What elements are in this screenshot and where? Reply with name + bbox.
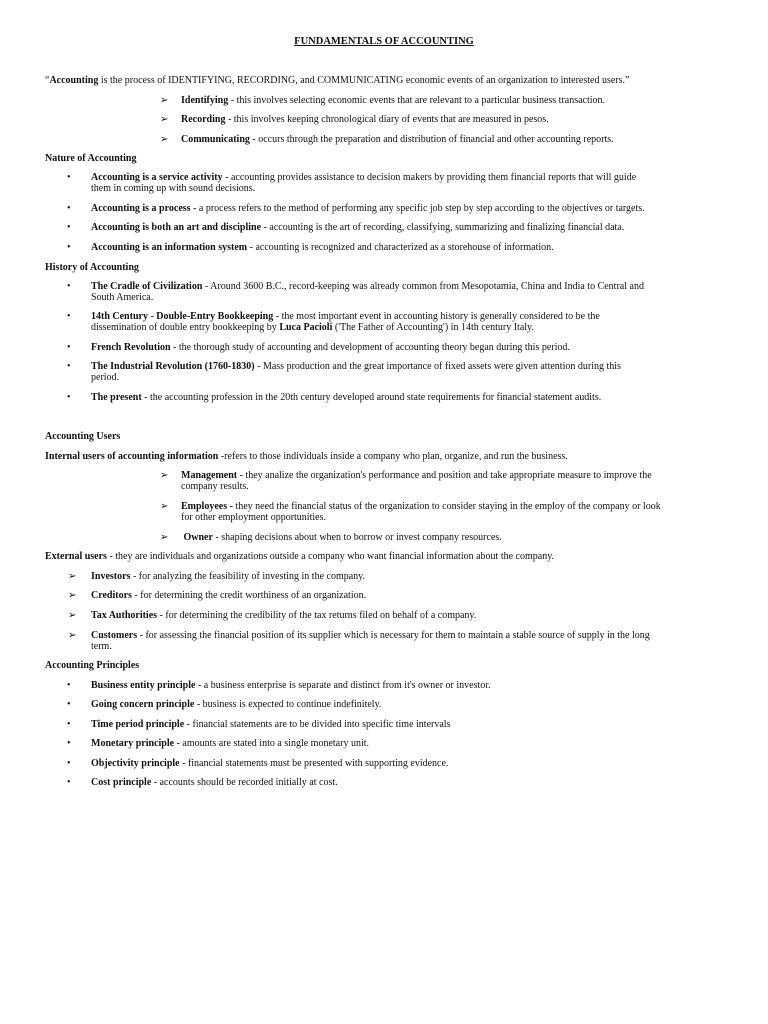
item-desc: - they are individuals and organizations outside a company who want financial information about the company. xyxy=(106,551,555,562)
internal-users-definition xyxy=(45,451,568,462)
item-desc: dissemination of double entry bookkeeping by xyxy=(91,322,280,333)
external-user-item xyxy=(91,590,366,601)
arrow-bullet-icon: ➢ xyxy=(160,470,169,481)
bullet-icon: • xyxy=(67,242,71,253)
item-term: Tax Authorities xyxy=(91,610,158,621)
intro-item-text xyxy=(181,114,549,125)
item-desc: ('The Father of Accounting') in 14th century Italy. xyxy=(332,322,534,333)
item-desc: - business is expected to continue indefinitely. xyxy=(194,699,382,710)
external-user-item-cont: term. xyxy=(91,641,112,652)
item-term: Recording xyxy=(181,114,226,125)
item-desc: - the thorough study of accounting and development of accounting theory began during this period. xyxy=(170,342,570,353)
intro-text: is the process of IDENTIFYING, RECORDING, and COMMUNICATING economic events of an organization to interested users.” xyxy=(98,75,630,86)
item-desc: - financial statements must be presented with supporting evidence. xyxy=(179,758,449,769)
item-desc: - for assessing the financial position of its supplier which is necessary for them to maintain a stable source of supply in the long xyxy=(137,630,650,641)
intro-item-text xyxy=(181,134,614,145)
item-desc: - they need the financial status of the organization to consider staying in the employ of the company or look xyxy=(227,501,661,512)
item-term: Time period principle xyxy=(91,719,185,730)
section-heading-users: Accounting Users xyxy=(45,431,121,442)
bullet-icon: • xyxy=(67,222,71,233)
item-desc: - shaping decisions about when to borrow or invest company resources. xyxy=(212,532,502,543)
arrow-bullet-icon: ➢ xyxy=(160,114,169,125)
item-term: External users xyxy=(45,551,107,562)
section-heading-principles: Accounting Principles xyxy=(45,660,140,671)
luca-pacioli-name: Luca Pacioli xyxy=(279,322,333,333)
arrow-bullet-icon: ➢ xyxy=(68,610,77,621)
intro-item-text xyxy=(181,95,605,106)
item-desc: - for determining the credit worthiness of an organization. xyxy=(131,590,367,601)
item-term: 14th Century - Double-Entry Bookkeeping xyxy=(91,311,274,322)
item-term: Monetary principle xyxy=(91,738,175,749)
item-desc: - this involves selecting economic events that are relevant to a particular business transaction. xyxy=(228,95,606,106)
item-term: Investors xyxy=(91,571,131,582)
item-term: Identifying xyxy=(181,95,229,106)
item-desc: - Around 3600 B.C., record-keeping was already common from Mesopotamia, China and India to Central and xyxy=(202,281,644,292)
item-term: The Cradle of Civilization xyxy=(91,281,203,292)
bullet-icon: • xyxy=(67,719,71,730)
intro-term: Accounting xyxy=(49,75,99,86)
nature-item-cont: them in coming up with sound decisions. xyxy=(91,183,256,194)
arrow-bullet-icon: ➢ xyxy=(68,571,77,582)
item-term: Going concern principle xyxy=(91,699,195,710)
internal-user-item-cont: for other employment opportunities. xyxy=(181,512,326,523)
nature-item xyxy=(91,203,645,214)
section-heading-history: History of Accounting xyxy=(45,262,139,273)
bullet-icon: • xyxy=(67,342,71,353)
bullet-icon: • xyxy=(67,361,71,372)
item-term: The present xyxy=(91,392,142,403)
internal-user-item-cont: company results. xyxy=(181,481,249,492)
item-term: Communicating xyxy=(181,134,250,145)
page-title: FUNDAMENTALS OF ACCOUNTING xyxy=(294,36,474,47)
item-term: Business entity principle xyxy=(91,680,196,691)
principle-item xyxy=(91,738,369,749)
item-term: Owner xyxy=(181,532,213,543)
arrow-bullet-icon: ➢ xyxy=(68,630,77,641)
history-item-cont xyxy=(91,322,534,333)
section-heading-nature: Nature of Accounting xyxy=(45,153,137,164)
external-user-item xyxy=(91,630,650,641)
intro-item xyxy=(160,114,168,125)
nature-item xyxy=(91,242,554,253)
arrow-bullet-icon: ➢ xyxy=(68,590,77,601)
bullet-icon: • xyxy=(67,758,71,769)
item-desc: - a business enterprise is separate and distinct from it's owner or investor. xyxy=(195,680,491,691)
principle-item xyxy=(91,680,491,691)
arrow-bullet-icon: ➢ xyxy=(160,532,169,543)
bullet-icon: • xyxy=(67,738,71,749)
item-term: French Revolution xyxy=(91,342,171,353)
bullet-icon: • xyxy=(67,699,71,710)
external-user-item xyxy=(91,571,365,582)
principle-item xyxy=(91,719,450,730)
item-desc: - a process refers to the method of performing any specific job step by step according to the objectives or targets. xyxy=(190,203,645,214)
item-term: Cost principle xyxy=(91,777,152,788)
history-item xyxy=(91,392,601,403)
item-desc: - the most important event in accounting history is generally considered to be the xyxy=(273,311,600,322)
item-term: Accounting is a process xyxy=(91,203,191,214)
history-item xyxy=(91,311,600,322)
item-desc: - accounting is recognized and characterized as a storehouse of information. xyxy=(247,242,554,253)
external-user-item xyxy=(91,610,476,621)
history-item-cont: period. xyxy=(91,372,120,383)
nature-item xyxy=(91,172,636,183)
arrow-bullet-icon: ➢ xyxy=(160,501,169,512)
arrow-bullet-icon: ➢ xyxy=(160,95,169,106)
item-desc: - for analyzing the feasibility of investing in the company. xyxy=(130,571,366,582)
item-desc: - this involves keeping chronological diary of events that are measured in pesos. xyxy=(225,114,549,125)
item-term: Accounting is an information system xyxy=(91,242,248,253)
item-desc: - Mass production and the great importance of fixed assets were given attention during this xyxy=(254,361,621,372)
item-desc: - amounts are stated into a single monetary unit. xyxy=(174,738,369,749)
open-quote: “ xyxy=(45,75,50,86)
item-desc: - accounting provides assistance to decision makers by providing them financial reports that will guide xyxy=(222,172,637,183)
internal-user-item xyxy=(181,532,502,543)
item-term: Management xyxy=(181,470,238,481)
item-term: Objectivity principle xyxy=(91,758,180,769)
internal-user-item xyxy=(181,470,652,481)
bullet-icon: • xyxy=(67,311,71,322)
bullet-icon: • xyxy=(67,172,71,183)
item-desc: - occurs through the preparation and distribution of financial and other accounting reports. xyxy=(249,134,614,145)
intro-item xyxy=(160,134,168,145)
item-term: Internal users of accounting information xyxy=(45,451,219,462)
principle-item xyxy=(91,758,448,769)
history-item xyxy=(91,342,570,353)
item-term: Accounting is both an art and discipline xyxy=(91,222,262,233)
item-desc: - they analize the organization's performance and position and take appropriate measure to improve the xyxy=(237,470,652,481)
item-term: Accounting is a service activity xyxy=(91,172,223,183)
principle-item xyxy=(91,699,381,710)
item-term: Employees xyxy=(181,501,228,512)
history-item xyxy=(91,361,621,372)
item-term: The Industrial Revolution (1760-1830) xyxy=(91,361,255,372)
principle-item xyxy=(91,777,338,788)
bullet-icon: • xyxy=(67,392,71,403)
item-desc: - accounts should be recorded initially at cost. xyxy=(151,777,338,788)
internal-user-item xyxy=(181,501,661,512)
item-desc: - for determining the credibility of the tax returns filed on behalf of a company. xyxy=(157,610,477,621)
bullet-icon: • xyxy=(67,680,71,691)
history-item-cont: South America. xyxy=(91,292,154,303)
item-desc: - financial statements are to be divided into specific time intervals xyxy=(184,719,451,730)
bullet-icon: • xyxy=(67,281,71,292)
intro-definition xyxy=(45,75,629,86)
bullet-icon: • xyxy=(67,203,71,214)
arrow-bullet-icon: ➢ xyxy=(160,134,169,145)
item-term: Creditors xyxy=(91,590,132,601)
item-desc: - accounting is the art of recording, classifying, summarizing and finalizing financial data. xyxy=(261,222,625,233)
history-item xyxy=(91,281,644,292)
bullet-icon: • xyxy=(67,777,71,788)
intro-item xyxy=(160,95,168,106)
item-term: Customers xyxy=(91,630,138,641)
item-desc: - the accounting profession in the 20th century developed around state requirements for financial statement audits. xyxy=(141,392,602,403)
external-users-definition xyxy=(45,551,554,562)
item-desc: -refers to those individuals inside a company who plan, organize, and run the business. xyxy=(218,451,568,462)
nature-item xyxy=(91,222,624,233)
